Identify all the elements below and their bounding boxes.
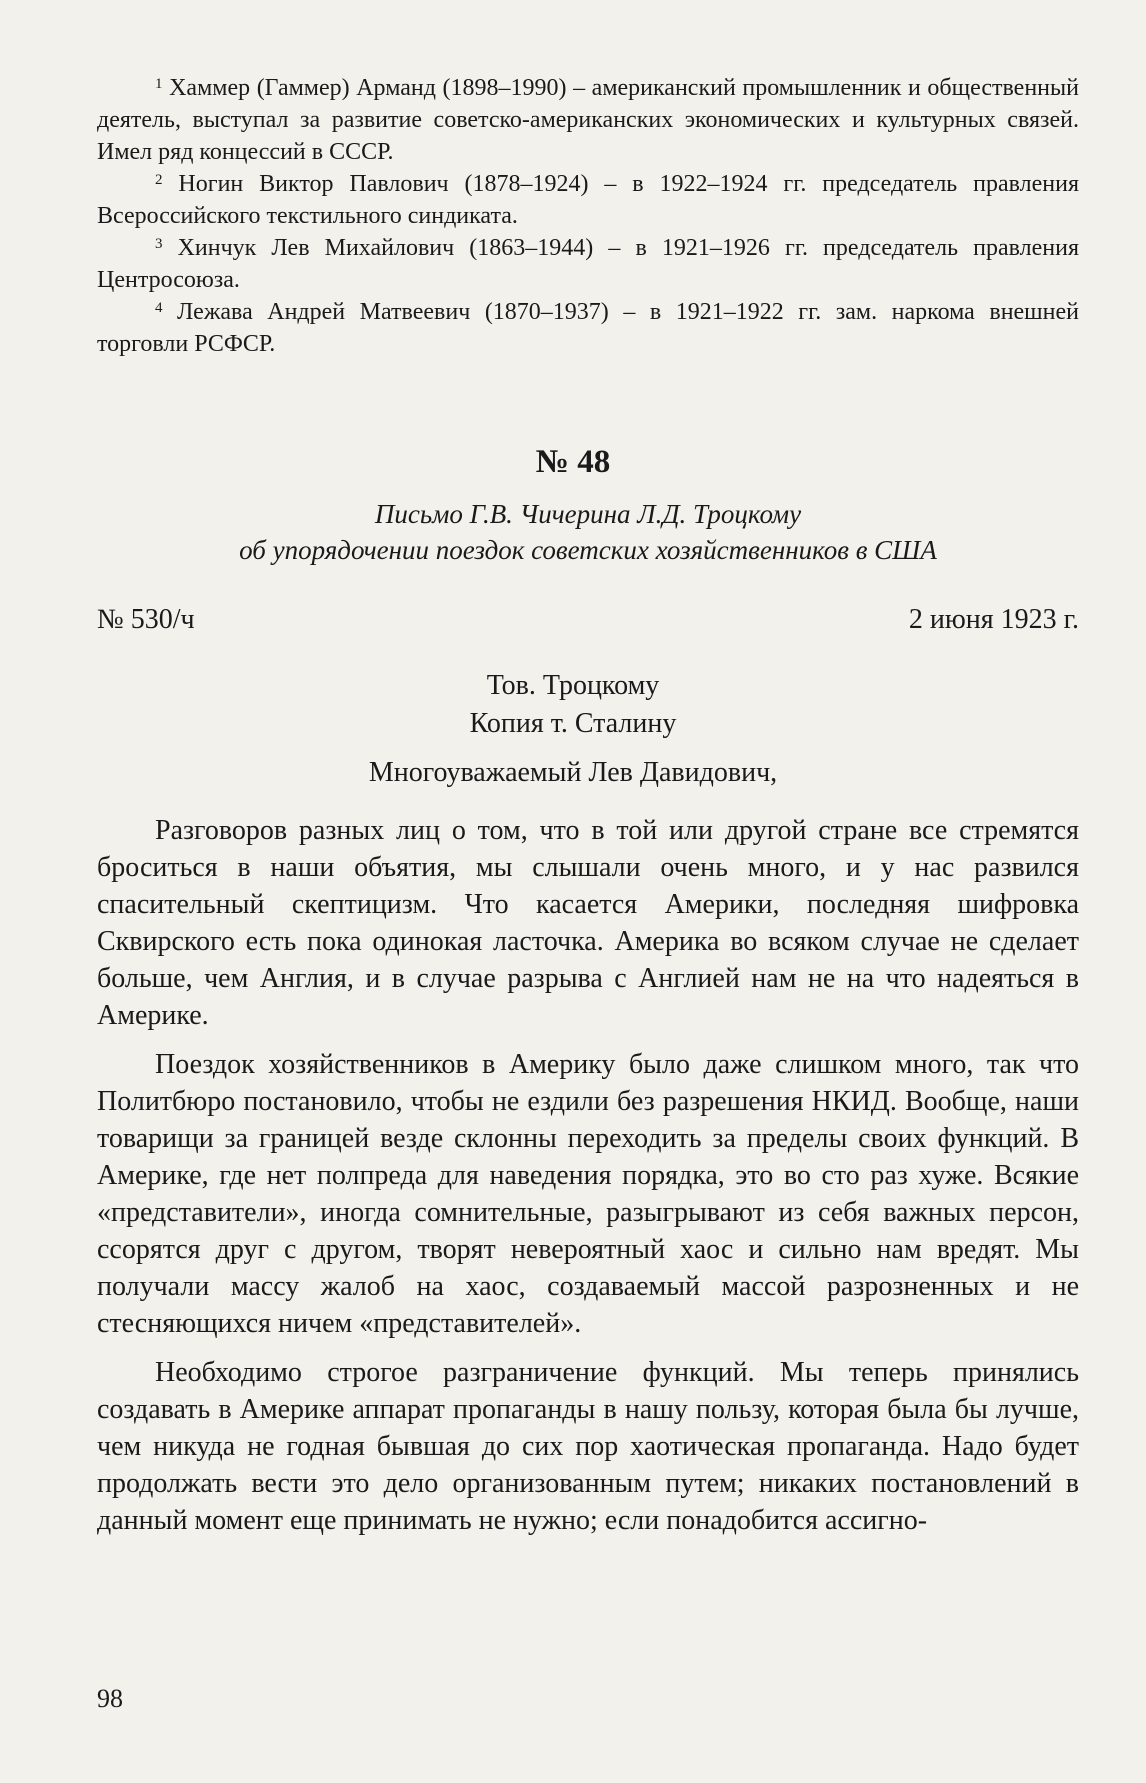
footnote <box>97 232 1079 296</box>
document-title <box>97 496 1079 568</box>
footnote-marker: 2 <box>155 172 163 188</box>
paragraph: Поездок хозяйственников в Америку было даже слишком много, так что Политбюро постановило, чтобы не ездили без разрешения НКИД. Вообще, наши товарищи за границей везде склонны переходить за пределы своих функций. В Америке, где нет полпреда для наведения порядка, это во сто раз хуже. Всякие «представители», иногда сомнительные, разыгрывают из себя важных персон, ссорятся друг с другом, творят невероятный хаос и сильно нам вредят. Мы получали массу жалоб на хаос, создаваемый массой разрозненных и не стесняющихся ничем «представителей». <box>97 1049 1079 1339</box>
document-meta <box>97 602 1079 638</box>
paragraph: Разговоров разных лиц о том, что в той или другой стране все стремятся броситься в наши объятия, мы слышали очень много, и у нас развился спасительный скептицизм. Что касается Америки, последняя шифровка Сквирского есть пока одинокая ласточка. Америка во всяком случае не сделает больше, чем Англия, и в случае разрыва с Англией нам не на что надеяться в Америке. <box>97 815 1079 1031</box>
letter-body <box>97 812 1079 1551</box>
footnote-marker: 4 <box>155 300 163 316</box>
paragraph: Необходимо строгое разграничение функций. Мы теперь принялись создавать в Америке аппарат пропаганды в нашу пользу, которая была бы лучше, чем никуда не годная бывшая до сих пор хаотическая пропаганда. Надо будет продолжать вести это дело организованным путем; никаких постановлений в данный момент еще принимать не нужно; если понадобится ассигно- <box>97 1357 1079 1536</box>
footnote-marker: 1 <box>155 76 163 92</box>
footnote <box>97 296 1079 360</box>
footnote-text: Ногин Виктор Павлович (1878–1924) – в 1922–1924 гг. председатель правления Всероссийского текстильного синдиката. <box>97 171 1079 229</box>
document-title-line: Письмо Г.В. Чичерина Л.Д. Троцкому <box>374 499 802 529</box>
salutation: Многоуважаемый Лев Давидович, <box>368 757 778 788</box>
footnote-text: Хаммер (Гаммер) Арманд (1898–1990) – американский промышленник и общественный деятель, выступал за развитие советско-американских экономических и культурных связей. Имел ряд концессий в СССР. <box>97 75 1079 165</box>
document-date: 2 июня 1923 г. <box>908 604 1079 635</box>
footnote-marker: 3 <box>155 236 163 252</box>
footnote <box>97 168 1079 232</box>
addressee: Тов. Троцкому <box>486 670 660 701</box>
document-title-line: об упорядочении поездок советских хозяйственников в США <box>239 535 937 565</box>
registration-number: № 530/ч <box>97 604 195 635</box>
copy-recipient: Копия т. Сталину <box>469 708 677 739</box>
footnotes <box>97 72 1079 360</box>
footnote <box>97 72 1079 168</box>
footnote-text: Хинчук Лев Михайлович (1863–1944) – в 1921–1926 гг. председатель правления Центросоюза. <box>97 235 1079 293</box>
footnote-text: Лежава Андрей Матвеевич (1870–1937) – в 1921–1922 гг. зам. наркома внешней торговли РСФСР. <box>97 299 1080 357</box>
page-number: 98 <box>97 1684 123 1713</box>
document-number: № 48 <box>535 444 611 480</box>
